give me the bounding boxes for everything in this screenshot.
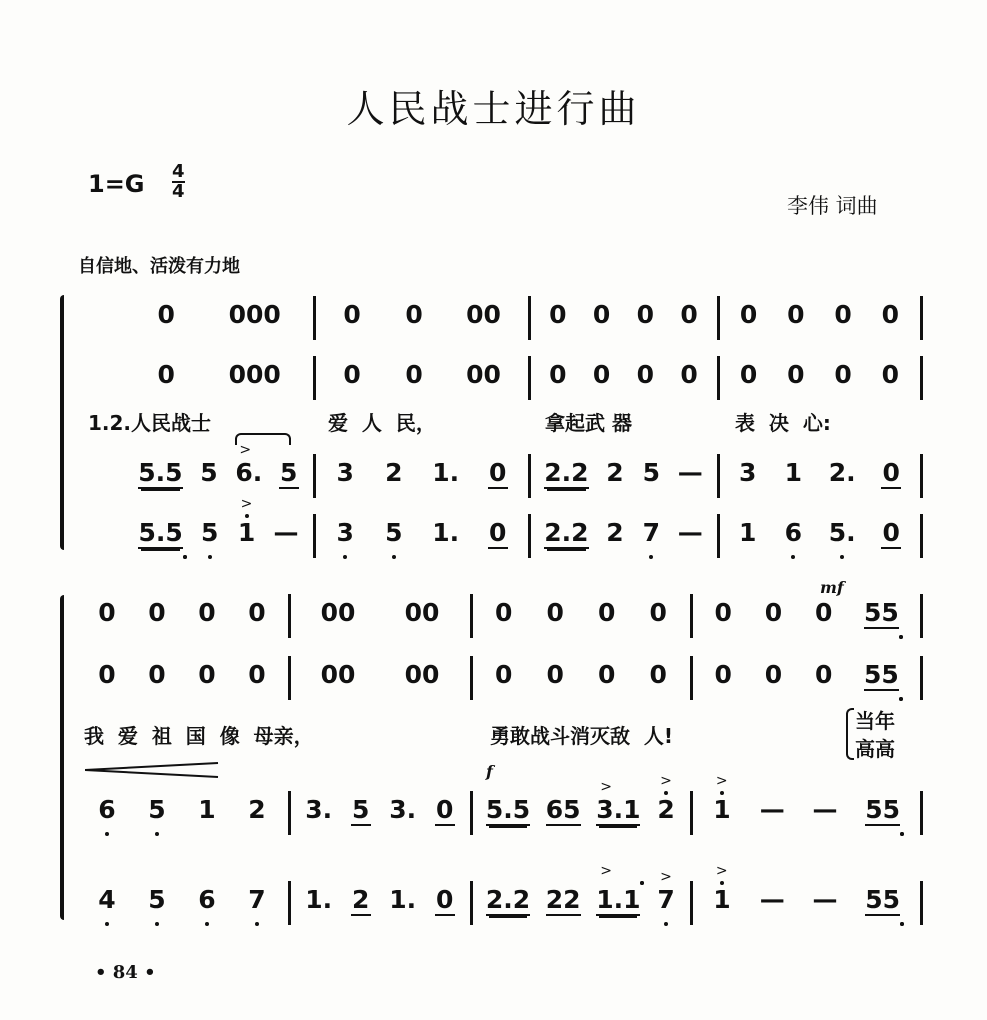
measure	[536, 300, 711, 329]
low-octave-dot	[840, 555, 844, 559]
note: 0	[198, 598, 216, 627]
note: 2 >	[657, 773, 675, 824]
low-octave-dot	[155, 922, 159, 926]
measure	[82, 885, 282, 914]
measure	[725, 458, 914, 489]
note: 5	[352, 795, 370, 824]
note: 1.	[389, 885, 417, 914]
low-octave-dot	[105, 832, 109, 836]
low-octave-dot	[105, 922, 109, 926]
barline	[313, 296, 316, 340]
note: 0	[834, 300, 852, 329]
barline	[920, 656, 923, 700]
lyric-s2-4: 高高	[855, 737, 895, 761]
lyric-s2-2: 勇敢战斗消灭敌 人!	[490, 724, 674, 748]
measure	[130, 496, 307, 549]
measure	[725, 518, 914, 549]
note: 0	[157, 360, 175, 389]
note: 0	[248, 598, 266, 627]
low-octave-dot	[155, 832, 159, 836]
time-top: 4	[172, 161, 185, 182]
note: 5	[280, 458, 298, 487]
measure	[725, 300, 914, 329]
measure	[130, 442, 307, 489]
note: 0	[98, 598, 116, 627]
barline	[920, 356, 923, 400]
measure	[296, 885, 464, 916]
barline	[920, 881, 923, 925]
note: 00	[466, 300, 501, 329]
lyric-s1-4: 表 决 心:	[735, 411, 831, 435]
measure	[536, 518, 711, 549]
note: 0	[636, 360, 655, 389]
note: 1 >	[713, 773, 731, 824]
note: 0	[405, 300, 423, 329]
note: 0	[680, 360, 698, 389]
barline	[920, 594, 923, 638]
measure	[698, 863, 914, 916]
measure	[536, 458, 711, 489]
note: 22	[545, 885, 581, 914]
time-signature	[172, 161, 185, 202]
note: 0	[787, 360, 805, 389]
low-octave-dot	[900, 922, 904, 926]
dynamic-f: f	[486, 762, 493, 781]
high-octave-dot	[664, 791, 668, 795]
lyric-s1-2: 爱 人 民，	[328, 411, 436, 435]
note: 0	[157, 300, 175, 329]
note: —	[759, 885, 785, 914]
accent-mark: >	[660, 869, 672, 885]
measure	[698, 773, 914, 826]
song-title: 人民战士进行曲	[346, 87, 641, 131]
note: 00	[320, 598, 356, 627]
note: 0	[739, 300, 758, 329]
lyric-s1-3: 拿起武 器	[545, 411, 632, 435]
note: 00	[404, 598, 440, 627]
barline	[288, 881, 291, 925]
note: 0	[815, 660, 833, 689]
time-bottom: 4	[172, 181, 185, 202]
note: 0	[680, 300, 698, 329]
note: 2	[248, 795, 266, 824]
note: 0	[592, 360, 611, 389]
note: 0	[714, 660, 732, 689]
note: 0	[436, 885, 454, 914]
note: 1	[784, 458, 802, 487]
note: 0	[98, 660, 116, 689]
note: 0	[764, 660, 783, 689]
note: 0	[834, 360, 852, 389]
note: 0	[739, 360, 758, 389]
barline	[528, 296, 531, 340]
accent-mark: >	[239, 442, 252, 458]
low-octave-dot	[649, 555, 653, 559]
note: 3	[335, 518, 355, 547]
note: 1.1 >	[596, 885, 640, 916]
barline	[470, 656, 473, 700]
note: —	[677, 458, 703, 487]
accent-mark: >	[660, 773, 672, 789]
high-octave-dot	[245, 514, 249, 518]
low-octave-dot	[664, 922, 668, 926]
note: 000	[228, 360, 281, 389]
note: 0	[598, 598, 616, 627]
page-number: • 84 •	[95, 962, 156, 983]
measure	[321, 360, 522, 389]
note: 55	[864, 660, 899, 691]
note: —	[812, 885, 838, 914]
barline	[528, 514, 531, 558]
low-octave-dot	[900, 832, 904, 836]
measure	[321, 300, 522, 329]
note: 0	[549, 300, 567, 329]
accent-mark: >	[600, 779, 612, 795]
note: 0	[546, 660, 564, 689]
measure	[478, 773, 684, 826]
note: 7 >	[656, 885, 676, 914]
note: 0	[495, 660, 513, 689]
lyric-s2-3: 当年	[855, 709, 895, 733]
barline	[288, 594, 291, 638]
high-octave-dot	[640, 881, 644, 885]
barline	[717, 514, 720, 558]
note: 55	[865, 795, 900, 826]
note: 00	[466, 360, 501, 389]
note: 5	[200, 518, 220, 547]
low-octave-dot	[205, 922, 209, 926]
note: 0	[495, 598, 513, 627]
low-octave-dot	[255, 922, 259, 926]
barline	[313, 514, 316, 558]
lyric-s2-1: 我 爱 祖 国 像 母亲，	[84, 724, 314, 748]
note: 0	[882, 518, 900, 547]
note: 5.5	[138, 518, 182, 549]
measure	[698, 660, 914, 691]
note: 2	[385, 458, 403, 487]
note: 6	[783, 518, 803, 547]
lyric-s1-1: 1.2.人民战士	[88, 411, 212, 435]
note: 1 >	[713, 863, 731, 914]
measure	[321, 458, 522, 489]
barline	[690, 791, 693, 835]
low-octave-dot	[791, 555, 795, 559]
note: 0	[248, 660, 266, 689]
note: 0	[489, 458, 507, 487]
note: 0	[343, 360, 361, 389]
note: 00	[404, 660, 440, 689]
note: 1.	[432, 518, 460, 547]
note: 0	[881, 300, 900, 329]
measure	[82, 598, 282, 627]
measure	[321, 518, 522, 549]
note: 65	[545, 795, 581, 824]
note: 5	[200, 458, 218, 487]
note: 2	[606, 518, 624, 547]
measure	[725, 360, 914, 389]
note: 5	[147, 885, 167, 914]
note: 0	[148, 598, 166, 627]
note: 3	[336, 458, 354, 487]
note: 0	[649, 660, 667, 689]
note: 0	[405, 360, 423, 389]
note: 5.	[829, 518, 856, 547]
note: 2.2	[544, 458, 589, 487]
note: 5	[147, 795, 167, 824]
barline	[717, 356, 720, 400]
note: 0	[764, 598, 783, 627]
note: 0	[549, 360, 567, 389]
note: 0	[148, 660, 166, 689]
measure	[296, 660, 464, 689]
low-octave-dot	[392, 555, 396, 559]
note: 0	[714, 598, 732, 627]
note: 1.	[305, 885, 333, 914]
accent-mark: >	[715, 773, 728, 789]
note: 0	[343, 300, 361, 329]
accent-mark: >	[600, 863, 612, 879]
note: 2.	[828, 458, 856, 487]
note: 0	[649, 598, 667, 627]
note: 55	[865, 885, 900, 916]
note: 3.1 >	[596, 779, 641, 824]
note: 0	[489, 518, 507, 547]
note: 3	[739, 458, 757, 487]
measure	[296, 795, 464, 826]
low-octave-dot	[343, 555, 347, 559]
note: 5	[384, 518, 404, 547]
note: 6. >	[235, 442, 263, 487]
note: 0	[436, 795, 454, 824]
barline	[690, 656, 693, 700]
note: 0	[546, 598, 564, 627]
barline	[717, 296, 720, 340]
low-octave-dot	[208, 555, 212, 559]
key-signature: 1=G	[88, 170, 145, 198]
dynamic-mf: mf	[820, 578, 844, 597]
note: —	[812, 795, 838, 824]
note: 5	[642, 458, 661, 487]
barline	[288, 656, 291, 700]
note: 1 >	[237, 496, 256, 547]
barline	[920, 791, 923, 835]
barline	[313, 356, 316, 400]
barline	[690, 881, 693, 925]
low-octave-dot	[899, 697, 903, 701]
note: 0	[882, 458, 900, 487]
note: 1	[739, 518, 757, 547]
barline	[920, 514, 923, 558]
note: 0	[592, 300, 611, 329]
barline	[528, 454, 531, 498]
barline	[528, 356, 531, 400]
note: 0	[881, 360, 900, 389]
measure	[478, 598, 684, 627]
tempo-marking: 自信地、活泼有力地	[78, 256, 240, 277]
note: 1.	[432, 458, 460, 487]
measure	[296, 598, 464, 627]
note: 000	[228, 300, 281, 329]
note: 5.5	[485, 795, 531, 824]
measure	[536, 360, 711, 389]
note: 6	[97, 795, 117, 824]
note: 0	[198, 660, 216, 689]
measure	[82, 795, 282, 824]
note: 3.	[305, 795, 333, 824]
accent-mark: >	[240, 496, 253, 512]
barline	[920, 454, 923, 498]
note: 7	[641, 518, 661, 547]
barline	[717, 454, 720, 498]
barline	[470, 594, 473, 638]
barline	[920, 296, 923, 340]
measure	[698, 598, 914, 629]
note: 2	[352, 885, 370, 914]
note: 3.	[389, 795, 417, 824]
measure	[478, 863, 684, 916]
barline	[313, 454, 316, 498]
low-octave-dot	[899, 635, 903, 639]
crescendo-hairpin	[85, 760, 220, 780]
note: 4	[97, 885, 117, 914]
note: 2.2	[485, 885, 531, 914]
system-2-bracket	[60, 595, 64, 920]
note: 0	[598, 660, 616, 689]
note: 0	[636, 300, 655, 329]
system-1-bracket	[60, 295, 64, 550]
barline	[470, 791, 473, 835]
barline	[288, 791, 291, 835]
note: 2.2	[544, 518, 589, 547]
note: 55	[864, 598, 899, 629]
barline	[470, 881, 473, 925]
high-octave-dot	[720, 881, 724, 885]
note: —	[273, 518, 299, 547]
measure	[130, 300, 307, 329]
note: 7	[247, 885, 267, 914]
note: 00	[320, 660, 356, 689]
note: 6	[197, 885, 217, 914]
measure	[478, 660, 684, 689]
note: 0	[815, 598, 833, 627]
note: —	[677, 518, 703, 547]
low-octave-dot	[183, 555, 187, 559]
accent-mark: >	[715, 863, 728, 879]
lyric-brace	[846, 708, 854, 760]
measure	[82, 660, 282, 689]
note: 5.5	[138, 458, 183, 487]
note: 2	[606, 458, 624, 487]
high-octave-dot	[720, 791, 724, 795]
measure	[130, 360, 307, 389]
composer-credit: 李伟 词曲	[787, 194, 878, 218]
note: 1	[198, 795, 216, 824]
note: 0	[787, 300, 805, 329]
barline	[690, 594, 693, 638]
note: —	[759, 795, 785, 824]
